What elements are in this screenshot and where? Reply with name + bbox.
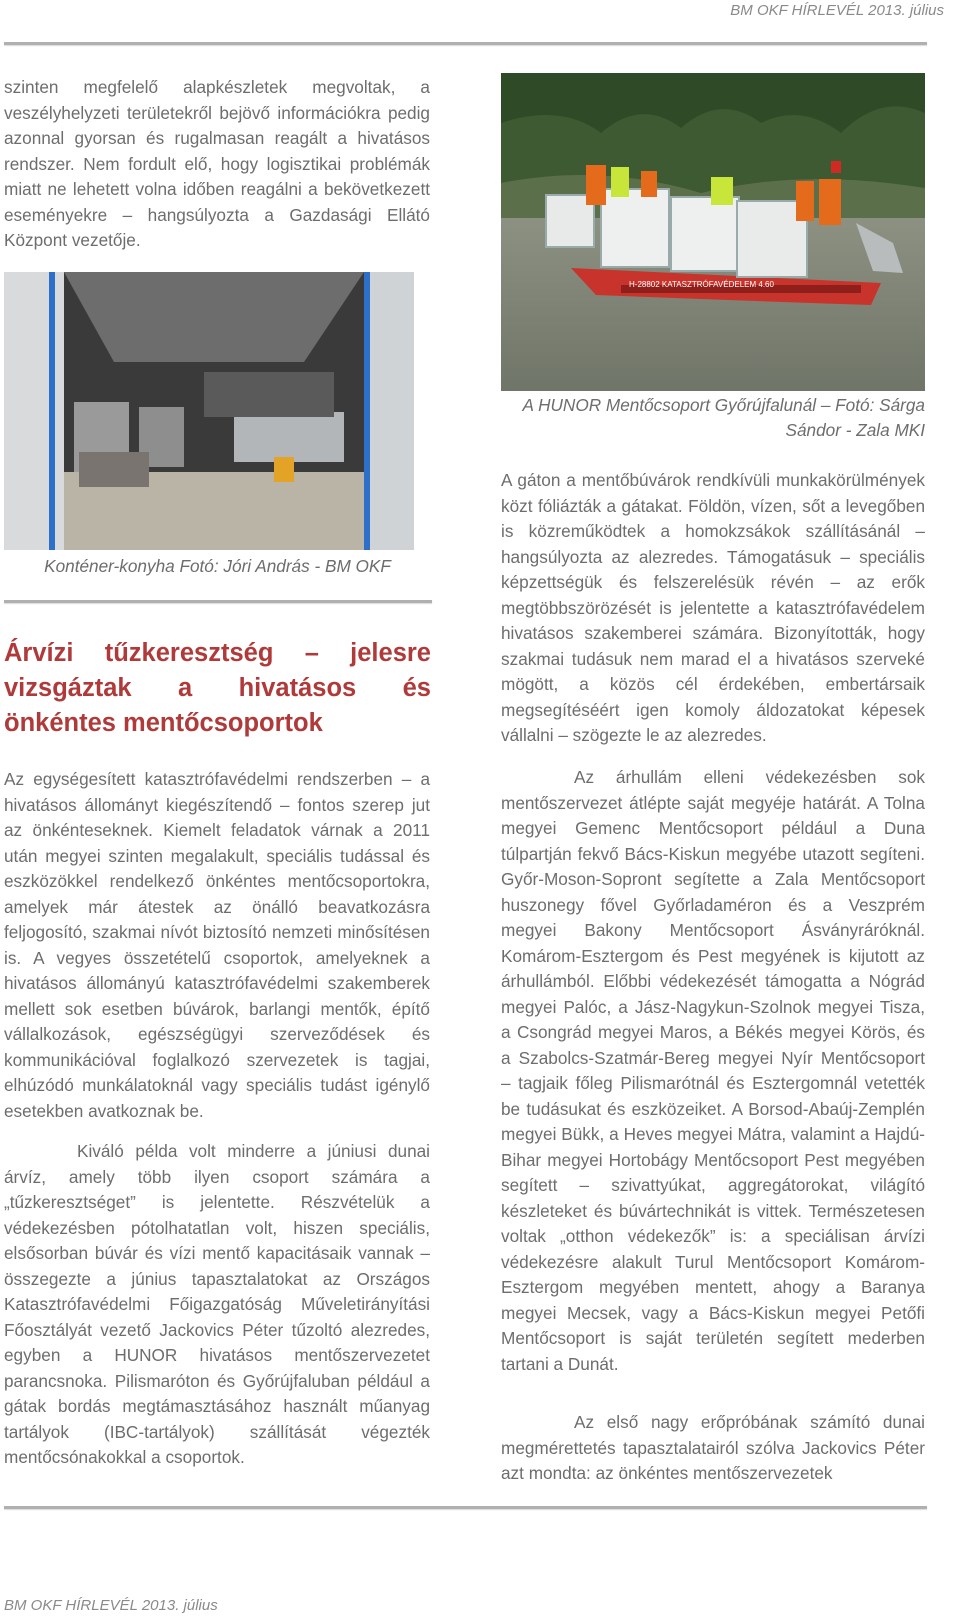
footer-title: BM OKF HÍRLEVÉL 2013. július	[4, 1597, 218, 1614]
kitchen-photo-caption: Konténer-konyha Fotó: Jóri András - BM OKF	[44, 556, 391, 576]
header-divider	[4, 42, 927, 45]
article-paragraph-1: Az egységesített katasztrófavédelmi rendszerben – a hivatásos állományt kiegészítendő – fontos szerep jut az önkénteseknek. Kiemelt feladatok várnak a 2011 után megyei szinten megalakult, speciális tudással és eszközökkel rendelkező önkéntes mentőcsoportokra, amelyek már átestek az önálló beavatkozásra feljogosító, szakmai nívót biztosító nemzeti minősítésen is. A vegyes összetételű csoportok, amelyeknek a hivatásos állományú katasztrófavédelmi szakemberek mellett sok esetben búvárok, barlangi mentők, építő vállalkozások, egészségügyi szerveződések és kommunikációval foglalkozó szervezetek is tagjai, elhúzódó munkálatoknál vagy speciális tudást igénylő esetekben avatkoznak be.	[4, 769, 430, 1121]
intro-paragraph: szinten megfelelő alapkészletek megvoltak, a veszélyhelyzeti területekről bejövő információkra pedig azonnal gyorsan és rugalmasan reagált a hivatásos rendszer. Nem fordult elő, hogy logisztikai problémák miatt ne lehetett volna időben reagálni a bekövetkezett eseményekre – hangsúlyozta a Gazdasági Ellátó Központ vezetője.	[4, 77, 430, 250]
boat-hull-text: H-28802 KATASZTRÓFAVÉDELEM 4.60	[629, 280, 774, 289]
right-paragraph-1: A gáton a mentőbúvárok rendkívüli munkakörülmények közt fóliázták a gátakat. Földön, vízen, sőt a levegőben is közreműködtek a homokzsákok szállításánál – hangsúlyozta az alezredes. Támogatásuk – speciális képzettségük és felszerelésük révén – az erők megtöbbszörözését is jelentette a katasztrófavédelem hivatásos szakemberei számára. Bizonyították, hogy szakmai tudásuk nem marad el a hivatásos szerveké mögött, a közös cél érdekében, embertársaik megsegítéséért igen komoly áldozatokat képesek vállalni – szögezte le az alezredes.	[501, 470, 925, 745]
boat-photo-caption: A HUNOR Mentőcsoport Győrújfalunál – Fotó: Sárga Sándor - Zala MKI	[522, 395, 925, 440]
article-paragraph-2: Kiváló példa volt minderre a júniusi dunai árvíz, amely több ilyen csoport számára a „tűzkeresztséget” is jelentette. Részvételük a védekezésben pótolhatatlan volt, hiszen speciális, elsősorban búvár és vízi mentő kapacitásaik vannak – összegezte a június tapasztalatokat az Országos Katasztrófavédelmi Főigazgatóság Műveletirányítási Főosztályát vezető Jackovics Péter tűzoltó alezredes, egyben a HUNOR hivatásos mentőszervezetet parancsnoka. Pilismaróton és Győrújfaluban például a gátak bordás megtámasztásához használt műanyag tartályok (IBC-tartályok) szállítását végezték mentőcsónakokkal a csoportok.	[4, 1141, 430, 1467]
section-divider	[4, 600, 432, 603]
header-title: BM OKF HÍRLEVÉL 2013. július	[730, 2, 944, 19]
right-paragraph-2: Az árhullám elleni védekezésben sok mentőszervezet átlépte saját megyéje határát. A Tolna megyei Gemenc Mentőcsoport például a Duna túlpartján fekvő Bács-Kiskun megyébe utazott segíteni. Győr-Moson-Sopront segítette a Zala Mentőcsoport huszonegy fővel Győrladaméron és a Veszprém megyei Bakony Mentőcsoport Ásványráróknál. Komárom-Esztergom és Pest megyének is kijutott az árhullámból. Előbbi védekezését támogatta a Nógrád megyei Palóc, a Jász-Nagykun-Szolnok megyei Tisza, a Csongrád megyei Maros, a Békés megyei Körös, és a Szabolcs-Szatmár-Bereg megyei Nyír Mentőcsoport – tagjaik főleg Pilismarótnál és Esztergomnál vetették be tudásukat és eszközeiket. A Borsod-Abaúj-Zemplén megyei Bükk, a Heves megyei Mátra, valamint a Hajdú-Bihar megyei Hortobágy Mentőcsoport Pest megyében segített – szivattyúkat, aggregátorokat, világító készleteket és búvártechnikát is vittek. Természetesen voltak „otthon védekezők” is: a speciálisan árvízi védekezésre alakult Turul Mentőcsoport Komárom-Esztergom megyében mentett, ahogy a Baranya megyei Mecsek, vagy a Bács-Kiskun megyei Petőfi Mentőcsoport is saját területén segített mederben tartani a Dunát.	[501, 767, 925, 1374]
footer-divider	[4, 1506, 927, 1509]
article-heading: Árvízi tűzkeresztség – jelesre vizsgáztak a hivatásos és önkéntes mentőcsoportok	[4, 639, 431, 737]
kitchen-photo	[4, 272, 414, 550]
right-paragraph-3: Az első nagy erőpróbának számító dunai megmérettetés tapasztalatairól szólva Jackovics Péter azt mondta: az önkéntes mentőszervezetek	[501, 1412, 925, 1483]
boat-photo	[501, 73, 925, 391]
